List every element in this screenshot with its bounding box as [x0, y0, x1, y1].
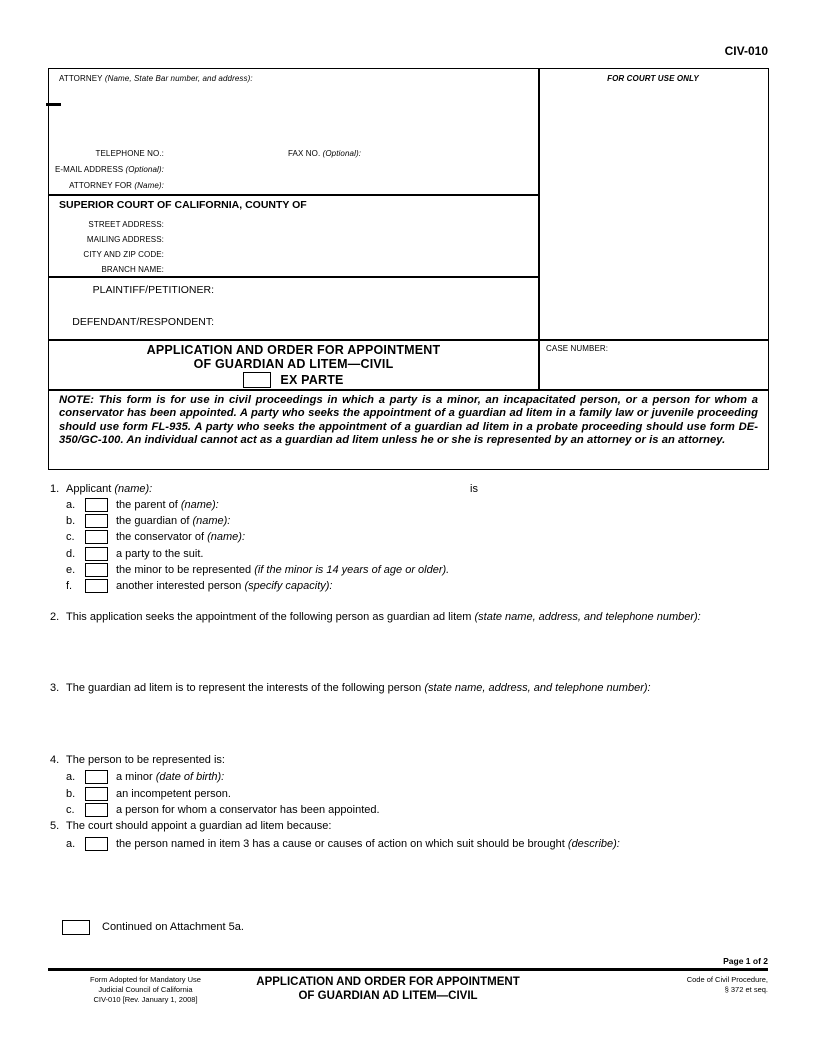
item1-number: 1. — [50, 483, 60, 495]
item1-c-letter: c. — [66, 531, 75, 543]
item2-heading — [50, 611, 766, 624]
item5-a-checkbox[interactable] — [85, 837, 108, 851]
item1-d-label — [116, 548, 203, 560]
item1-b-label — [116, 515, 230, 527]
ex-parte-row — [49, 372, 538, 388]
item1-a-letter: a. — [66, 499, 76, 511]
item1-c-text: the conservator of — [116, 531, 205, 543]
item5-text: The court should appoint a guardian ad litem because: — [66, 820, 332, 832]
footer-title-block — [213, 976, 563, 1003]
item1-a-hint: (name): — [180, 499, 219, 511]
item1-option-c — [66, 530, 245, 544]
item1-c-hint: (name): — [207, 531, 246, 543]
item4-a-checkbox[interactable] — [85, 770, 108, 784]
footer-rule — [48, 968, 768, 971]
item1-a-text: the parent of — [116, 499, 178, 511]
item1-f-text: another interested person — [116, 580, 242, 592]
item4-option-b — [66, 787, 231, 801]
item4-text: The person to be represented is: — [66, 754, 225, 766]
item1-b-text: the guardian of — [116, 515, 190, 527]
branch-name-label: BRANCH NAME: — [101, 265, 164, 274]
item1-e-letter: e. — [66, 564, 76, 576]
item4-option-c — [66, 803, 380, 817]
case-number-field[interactable] — [541, 355, 765, 387]
case-number-label: CASE NUMBER: — [546, 344, 609, 353]
item1-hint: (name): — [114, 483, 153, 495]
county-field[interactable] — [349, 199, 534, 212]
item4-c-label — [116, 804, 380, 816]
item3-heading — [50, 682, 766, 695]
item4-option-a — [66, 770, 224, 784]
ex-parte-label: EX PARTE — [280, 373, 344, 387]
defendant-label: DEFENDANT/RESPONDENT: — [72, 316, 214, 328]
item4-c-checkbox[interactable] — [85, 803, 108, 817]
item1-d-text: a party to the suit. — [116, 548, 204, 560]
email-label: E-MAIL ADDRESS — [54, 165, 124, 174]
item1-f-hint: (specify capacity): — [244, 580, 333, 592]
footer-title-line1: APPLICATION AND ORDER FOR APPOINTMENT — [256, 976, 520, 988]
fax-label: FAX NO. — [288, 149, 321, 158]
item4-a-text: a minor — [116, 771, 153, 783]
attorney-for-hint: (Name): — [134, 181, 164, 190]
item4-a-letter: a. — [66, 771, 76, 783]
item4-heading — [50, 754, 225, 767]
footer-title-line2: OF GUARDIAN AD LITEM—CIVIL — [298, 989, 478, 1002]
item2-text: This application seeks the appointment of the following person as guardian ad litem — [66, 611, 472, 623]
mailing-address-label: MAILING ADDRESS: — [86, 235, 164, 244]
item4-c-letter: c. — [66, 804, 75, 816]
item1-f-checkbox[interactable] — [85, 579, 108, 593]
item1-applicant-name-field[interactable] — [160, 483, 455, 496]
item1-b-checkbox[interactable] — [85, 514, 108, 528]
item2-number: 2. — [50, 611, 60, 623]
column-divider — [538, 69, 540, 389]
email-label-row — [49, 165, 164, 174]
telephone-label: TELEPHONE NO.: — [95, 149, 164, 158]
item1-heading — [50, 483, 152, 496]
item5-a-label — [116, 838, 620, 850]
item4-b-checkbox[interactable] — [85, 787, 108, 801]
item3-hint: (state name, address, and telephone number): — [424, 682, 651, 694]
item1-is-text: is — [470, 483, 478, 495]
item5-a-text: the person named in item 3 has a cause or causes of action on which suit should be brought — [116, 838, 565, 850]
attorney-label: ATTORNEY — [59, 74, 103, 83]
item1-c-label — [116, 531, 245, 543]
page-number: Page 1 of 2 — [723, 956, 768, 966]
continued-row — [62, 920, 244, 935]
form-title-line2: OF GUARDIAN AD LITEM—CIVIL — [193, 357, 394, 371]
item1-b-hint: (name): — [192, 515, 231, 527]
item1-option-e — [66, 563, 449, 577]
party-title-divider — [49, 339, 768, 341]
form-note: NOTE: This form is for use in civil proceedings in which a party is a minor, an incapacitated person, or a person for whom a conservator has been appointed. A party who seeks the appointment of a guardian ad litem in a family law or juvenile proceeding should use form FL-935. A party who seeks the appointment of a guardian ad litem in a probate proceeding should use form DE-350/GC-100. An individual cannot act as a guardian ad litem unless he or she is represented by an attorney or is an attorney. — [59, 394, 758, 447]
footer-left-line3: CIV-010 [Rev. January 1, 2008] — [93, 995, 198, 1004]
attorney-hint: (Name, State Bar number, and address): — [104, 74, 253, 83]
item1-e-checkbox[interactable] — [85, 563, 108, 577]
item1-option-b — [66, 514, 230, 528]
item5-option-a — [66, 837, 620, 851]
item1-a-checkbox[interactable] — [85, 498, 108, 512]
item1-f-label — [116, 580, 332, 592]
item1-b-letter: b. — [66, 515, 76, 527]
city-zip-label: CITY AND ZIP CODE: — [83, 250, 164, 259]
attorney-label-row — [59, 74, 253, 83]
item4-number: 4. — [50, 754, 60, 766]
item4-c-text: a person for whom a conservator has been appointed. — [116, 804, 380, 816]
for-court-use-label: FOR COURT USE ONLY — [607, 74, 699, 83]
title-note-divider — [49, 389, 768, 391]
attorney-for-label: ATTORNEY FOR — [69, 181, 133, 190]
item1-option-a — [66, 498, 219, 512]
attorney-for-label-row — [49, 181, 164, 190]
item2-hint: (state name, address, and telephone number): — [474, 611, 701, 623]
attorney-info-field[interactable] — [53, 87, 533, 145]
item4-a-label — [116, 771, 224, 783]
item5-a-letter: a. — [66, 838, 76, 850]
item1-option-d — [66, 547, 203, 561]
plaintiff-label: PLAINTIFF/PETITIONER: — [92, 284, 214, 296]
item5a-answer-field[interactable] — [66, 855, 766, 910]
court-party-divider — [49, 276, 538, 278]
footer-right-line2: § 372 et seq. — [724, 985, 768, 994]
item3-answer-field[interactable] — [66, 699, 766, 749]
item5-number: 5. — [50, 820, 60, 832]
form-number-text: CIV-010 — [724, 44, 768, 58]
form-header-table — [48, 68, 769, 470]
item5-a-hint: (describe): — [567, 838, 620, 850]
item1-text: Applicant — [66, 483, 112, 495]
court-title: SUPERIOR COURT OF CALIFORNIA, COUNTY OF — [59, 199, 307, 211]
footer-left-line1: Form Adopted for Mandatory Use — [90, 975, 201, 984]
email-hint: (Optional): — [125, 165, 164, 174]
item4-b-text: an incompetent person. — [116, 788, 231, 800]
item1-e-label — [116, 564, 449, 576]
item3-number: 3. — [50, 682, 60, 694]
item1-option-f — [66, 579, 332, 593]
item1-a-label — [116, 499, 219, 511]
item1-f-letter: f. — [66, 580, 73, 592]
form-title-line1: APPLICATION AND ORDER FOR APPOINTMENT — [146, 343, 441, 357]
footer-right-block — [588, 975, 768, 995]
item1-e-hint: (if the minor is 14 years of age or older). — [254, 564, 450, 576]
item1-e-text: the minor to be represented — [116, 564, 252, 576]
item5-heading — [50, 820, 331, 833]
footer-left-line2: Judicial Council of California — [98, 985, 193, 994]
item1-c-checkbox[interactable] — [85, 530, 108, 544]
item4-b-label — [116, 788, 231, 800]
item1-d-checkbox[interactable] — [85, 547, 108, 561]
street-address-label: STREET ADDRESS: — [88, 220, 164, 229]
item1-d-letter: d. — [66, 548, 76, 560]
form-number-header — [568, 44, 768, 58]
item2-answer-field[interactable] — [66, 628, 766, 678]
continued-checkbox[interactable] — [62, 920, 90, 935]
item4-a-hint: (date of birth): — [155, 771, 225, 783]
attorney-court-divider — [49, 194, 538, 196]
fax-label-row — [288, 149, 361, 158]
fax-hint: (Optional): — [322, 149, 362, 158]
item3-text: The guardian ad litem is to represent the interests of the following person — [66, 682, 422, 694]
continued-label: Continued on Attachment 5a. — [102, 921, 244, 933]
footer-right-line1: Code of Civil Procedure, — [686, 975, 768, 984]
item4-b-letter: b. — [66, 788, 76, 800]
ex-parte-checkbox[interactable] — [243, 372, 271, 388]
